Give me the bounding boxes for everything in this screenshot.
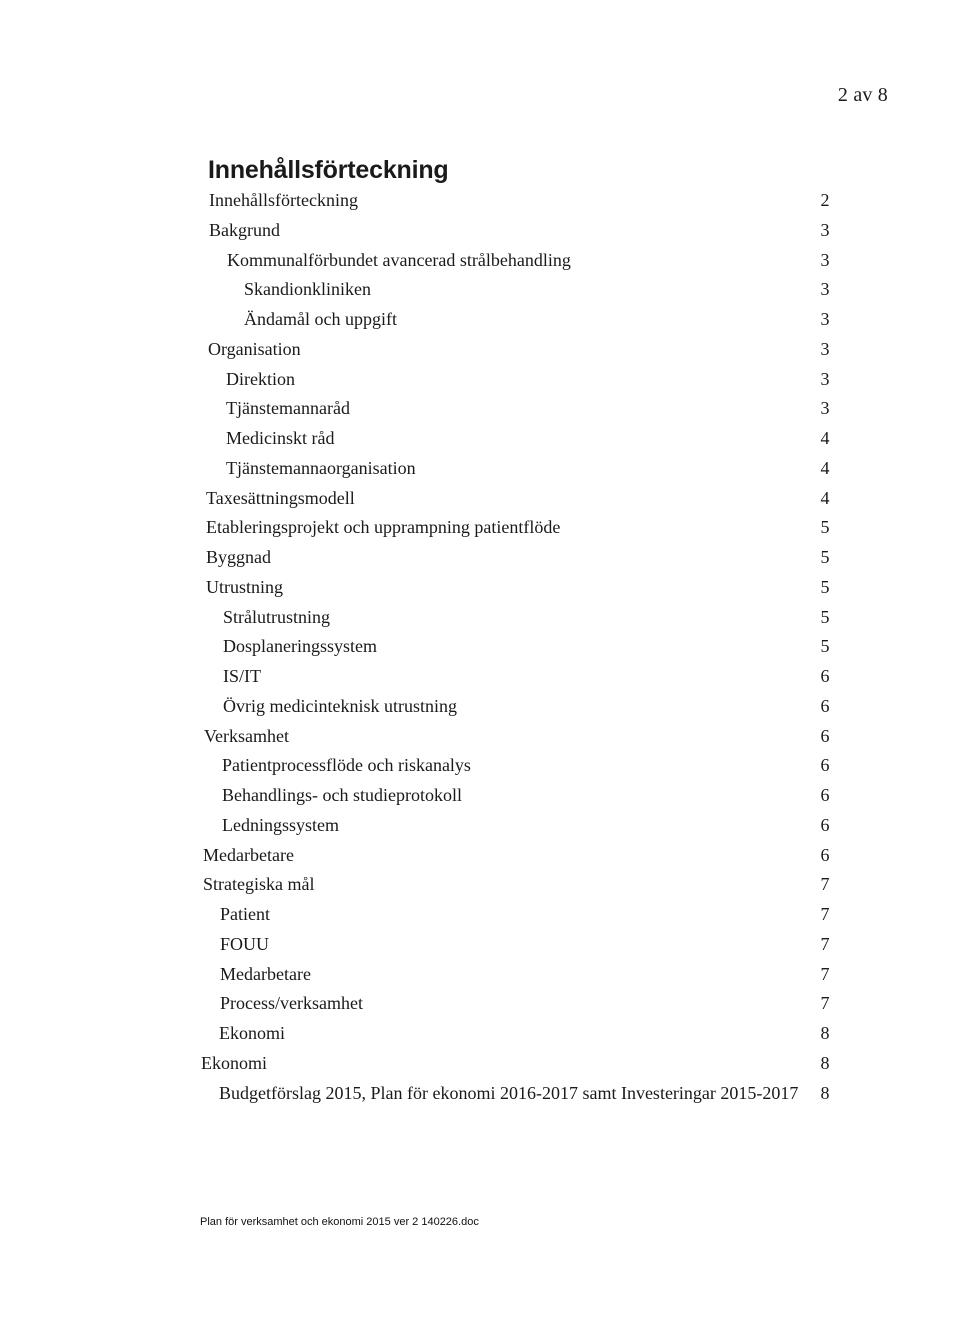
toc-entry-page-number: 7 [820,904,830,924]
toc-entry[interactable] [0,662,960,692]
toc-entry-title: Dosplaneringssystem [223,636,377,657]
toc-entry-page-number: 6 [820,844,830,865]
toc-entry-page-number: 6 [820,755,830,776]
toc-entry[interactable] [0,692,960,722]
toc-entry-title: Ekonomi [201,1052,267,1073]
toc-entry[interactable] [0,632,960,662]
toc-entry-title: Organisation [208,338,301,359]
toc-entry-title: Tjänstemannaråd [226,398,350,419]
toc-entry-page-number: 5 [820,517,830,538]
toc-entry-page-number: 8 [820,1023,830,1043]
toc-entry-title: Skandionkliniken [244,279,371,300]
toc-entry[interactable] [0,781,960,811]
toc-entry[interactable] [0,275,960,305]
toc-entry-page-number: 7 [820,933,830,954]
toc-entry-page-number: 3 [820,398,830,419]
toc-entry-title: Kommunalförbundet avancerad strålbehandling [227,249,571,270]
footer-filename: Plan för verksamhet och ekonomi 2015 ver 2 140226.doc [200,1216,479,1228]
toc-entry-title: Ledningssystem [222,814,339,835]
toc-entry-title: IS/IT [223,666,261,686]
toc-entry[interactable] [0,454,960,484]
toc-entry-title: Bakgrund [209,219,280,240]
toc-entry-title: Behandlings- och studieprotokoll [222,785,462,805]
toc-entry-page-number: 5 [820,547,830,567]
page-number: 2 av 8 [837,84,888,106]
toc-entry-page-number: 3 [820,309,830,329]
toc-list [0,186,960,1108]
toc-entry[interactable] [0,811,960,841]
toc-entry-title: Patient [220,904,270,924]
toc-entry-page-number: 5 [820,576,830,597]
toc-entry-title: Tjänstemannaorganisation [226,457,416,478]
toc-entry-page-number: 5 [820,606,830,627]
toc-entry[interactable] [0,870,960,900]
toc-entry[interactable] [0,216,960,246]
toc-entry[interactable] [0,1019,960,1049]
toc-entry[interactable] [0,513,960,543]
toc-entry[interactable] [0,1079,960,1109]
toc-entry-title: Byggnad [206,547,271,567]
toc-entry[interactable] [0,989,960,1019]
toc-entry-title: Övrig medicinteknisk utrustning [223,695,457,716]
toc-entry[interactable] [0,841,960,871]
toc-entry-title: Direktion [226,368,295,389]
toc-entry-title: Medarbetare [220,963,311,984]
toc-entry-title: Innehållsförteckning [209,190,358,210]
toc-entry-title: Etableringsprojekt och upprampning patientflöde [206,517,561,538]
toc-entry[interactable] [0,722,960,752]
toc-entry[interactable] [0,335,960,365]
toc-entry-page-number: 3 [820,249,830,270]
toc-entry[interactable] [0,603,960,633]
toc-entry-page-number: 3 [820,338,830,359]
toc-entry-page-number: 8 [820,1082,830,1103]
toc-entry-title: Strålutrustning [223,606,330,627]
toc-entry[interactable] [0,365,960,395]
toc-entry-page-number: 3 [820,219,830,240]
toc-entry-title: FOUU [220,933,270,954]
toc-entry-page-number: 6 [820,725,830,746]
toc-entry-title: Medicinskt råd [226,428,335,448]
toc-entry-title: Budgetförslag 2015, Plan för ekonomi 2016-2017 samt Investeringar 2015-2017 [219,1082,799,1103]
toc-entry[interactable] [0,394,960,424]
toc-entry-title: Taxesättningsmodell [206,487,355,508]
toc-entry-page-number: 6 [820,814,830,835]
toc-entry-page-number: 7 [820,874,830,895]
toc-entry-page-number: 4 [820,428,830,448]
toc-entry-page-number: 6 [820,785,830,805]
toc-entry-title: Process/verksamhet [220,993,363,1014]
toc-entry-page-number: 6 [820,695,830,716]
toc-entry[interactable] [0,1049,960,1079]
toc-entry[interactable] [0,751,960,781]
toc-entry[interactable] [0,930,960,960]
toc-entry[interactable] [0,543,960,573]
toc-entry[interactable] [0,305,960,335]
toc-entry[interactable] [0,484,960,514]
toc-entry-page-number: 3 [820,368,830,389]
toc-entry-title: Patientprocessflöde och riskanalys [222,755,471,776]
toc-entry-page-number: 4 [820,487,830,508]
toc-entry-page-number: 8 [820,1052,830,1073]
toc-entry[interactable] [0,900,960,930]
toc-entry-title: Ändamål och uppgift [244,309,397,329]
toc-entry-title: Verksamhet [204,725,289,746]
toc-entry[interactable] [0,186,960,216]
toc-entry-page-number: 7 [820,963,830,984]
toc-entry-title: Medarbetare [203,844,294,865]
toc-entry[interactable] [0,246,960,276]
toc-entry-page-number: 6 [820,666,830,686]
toc-entry-page-number: 4 [820,457,830,478]
toc-entry-page-number: 7 [820,993,830,1014]
toc-entry-title: Ekonomi [219,1023,285,1043]
toc-entry-page-number: 2 [820,190,830,210]
toc-entry-page-number: 3 [820,279,830,300]
toc-entry-title: Utrustning [206,576,284,597]
toc-entry[interactable] [0,573,960,603]
toc-title: Innehållsförteckning [208,156,449,184]
toc-entry[interactable] [0,960,960,990]
toc-entry-title: Strategiska mål [203,874,315,895]
toc-entry-page-number: 5 [820,636,830,657]
toc-entry[interactable] [0,424,960,454]
